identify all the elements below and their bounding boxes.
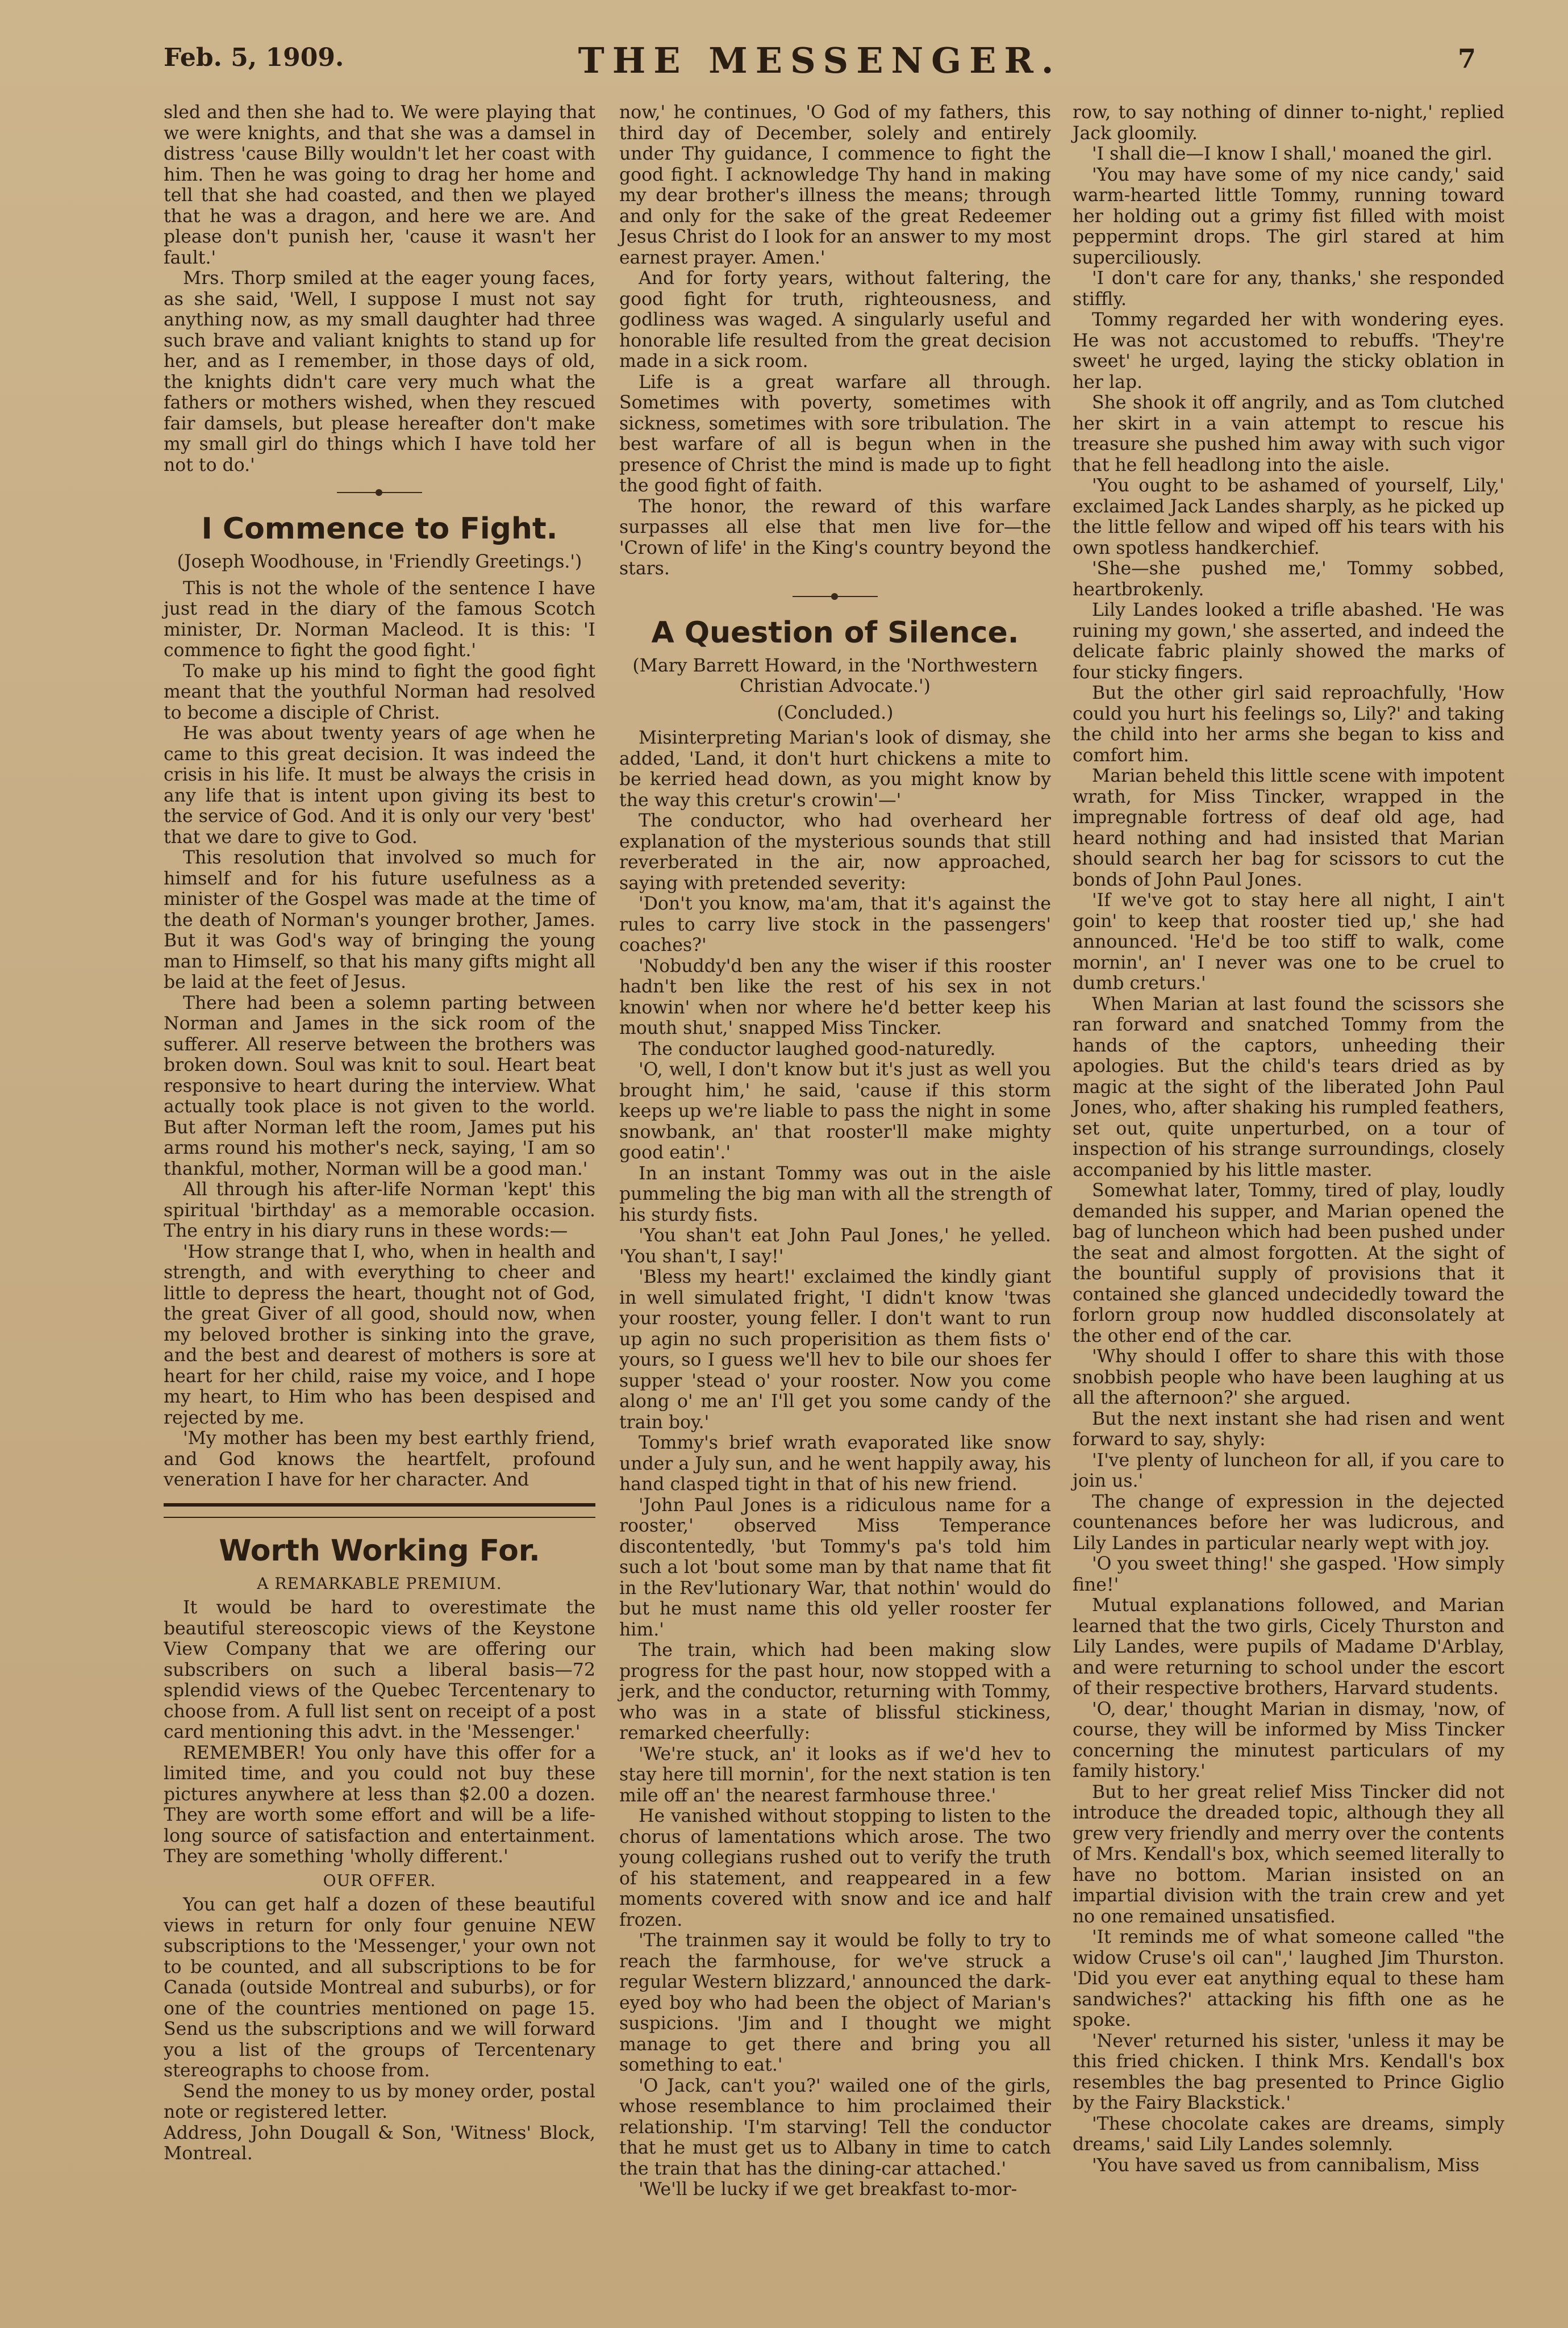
paragraph: It would be hard to overestimate the beautiful stereoscopic views of the Keystone View Company that we are offering our subscribers on such a liberal basis—72 splendid views of the Quebec Tercentenary to choose from. A full list sent on receipt of a post card mentioning this advt. in the 'Messenger.' — [164, 1597, 595, 1742]
paragraph: 'John Paul Jones is a ridiculous name for a rooster,' observed Miss Temperance discontentedly, 'but Tommy's pa's told him such a lot 'bout some man by that name that fit in the Rev'lutionary War, that nothin' would do but he must name this old yeller rooster fer him.' — [619, 1495, 1051, 1640]
paragraph: sled and then she had to. We were playing that we were knights, and that she was a damsel in distress 'cause Billy wouldn't let her coast with him. Then he was going to drag her home and tell that she had coasted, and then we played that he was a dragon, and here we are. And please don't punish her, 'cause it wasn't her fault.' — [164, 102, 595, 268]
paragraph: now,' he continues, 'O God of my fathers, this third day of December, solely and entirely under Thy guidance, I commence to fight the good fight. I acknowledge Thy hand in making my dear brother's illness the means; through and only for the sake of the great Redeemer Jesus Christ do I look for an answer to my most earnest prayer. Amen.' — [619, 102, 1051, 268]
section-divider — [164, 1503, 595, 1518]
paragraph: 'She—she pushed me,' Tommy sobbed, heartbrokenly. — [1073, 558, 1504, 600]
paragraph: This is not the whole of the sentence I have just read in the diary of the famous Scotch minister, Dr. Norman Macleod. It is this: 'I commence to fight the good fight.' — [164, 578, 595, 661]
paragraph: She shook it off angrily, and as Tom clutched her skirt in a vain attempt to rescue his treasure she pushed him away with such vigor that he fell headlong into the aisle. — [1073, 393, 1504, 475]
paragraph: 'Don't you know, ma'am, that it's against the rules to carry live stock in the passengers' coaches?' — [619, 894, 1051, 956]
paragraph: He was about twenty years of age when he came to this great decision. It was indeed the crisis in his life. It must be always the crisis in any life that is intent upon giving its best to the service of God. And it is only our very 'best' that we dare to give to God. — [164, 723, 595, 848]
paragraph: But to her great relief Miss Tincker did not introduce the dreaded topic, although they all grew very friendly and merry over the contents of Mrs. Kendall's box, which seemed literally to have no bottom. Marian insisted on an impartial division with the train crew and yet no one remained unsatisfied. — [1073, 1782, 1504, 1927]
address: Address, John Dougall & Son, 'Witness' Block, Montreal. — [164, 2122, 595, 2164]
paragraph: Misinterpreting Marian's look of dismay, she added, 'Land, it don't hurt chickens a mite to be kerried head down, as you might know by the way this cretur's crowin'—' — [619, 728, 1051, 811]
paragraph: This resolution that involved so much for himself and for his future usefulness as a minister of the Gospel was made at the time of the death of Norman's younger brother, James. But it was God's way of bringing the young man to Himself, so that his many gifts might all be laid at the feet of Jesus. — [164, 848, 595, 992]
paragraph: But the other girl said reproachfully, 'How could you hurt his feelings so, Lily?' and taking the child into her arms she began to kiss and comfort him. — [1073, 683, 1504, 766]
article-title-commence: I Commence to Fight. — [201, 512, 558, 546]
paragraph: The change of expression in the dejected countenances before her was ludicrous, and Lily Landes in particular nearly wept with joy. — [1073, 1491, 1504, 1554]
paragraph: 'O, dear,' thought Marian in dismay, 'now, of course, they will be informed by Miss Tincker concerning the minutest particulars of my family history.' — [1073, 1699, 1504, 1782]
masthead — [164, 40, 1476, 97]
paragraph: There had been a solemn parting between Norman and James in the sick room of the sufferer. All reserve between the brothers was broken down. Soul was knit to soul. Heart beat responsive to heart during the interview. What actually took place is not given to the world. But after Norman left the room, James put his arms round his mother's neck, saying, 'I am so thankful, mother, Norman will be a good man.' — [164, 992, 595, 1179]
paragraph: 'I've plenty of luncheon for all, if you care to join us.' — [1073, 1450, 1504, 1491]
paragraph: 'Why should I offer to share this with those snobbish people who have been laughing at us all the afternoon?' she argued. — [1073, 1346, 1504, 1408]
concluded-note: (Concluded.) — [777, 702, 894, 723]
paragraph: Mutual explanations followed, and Marian learned that the two girls, Cicely Thurston and Lily Landes, were pupils of Madame D'Arblay, and were returning to school under the escort of their respective brothers, Harvard students. — [1073, 1595, 1504, 1699]
paragraph: You can get half a dozen of these beautiful views in return for only four genuine NEW subscriptions to the 'Messenger,' your own not to be counted, and all subscriptions to be for Canada (outside Montreal and suburbs), or for one of the countries mentioned on page 15. Send us the subscriptions and we will forward you a list of the groups of Tercentenary stereographs to choose from. — [164, 1895, 595, 2081]
paragraph: When Marian at last found the scissors she ran forward and snatched Tommy from the hands of the captors, unheeding their apologies. But the child's tears dried as by magic at the sight of the liberated John Paul Jones, who, after shaking his rumpled feathers, set out, quite unperturbed, on a tour of inspection of his strange surroundings, closely accompanied by his little master. — [1073, 994, 1504, 1180]
paragraph: 'You ought to be ashamed of yourself, Lily,' exclaimed Jack Landes sharply, as he picked up the little fellow and wiped off his tears with his own spotless handkerchief. — [1073, 475, 1504, 558]
paragraph: 'I don't care for any, thanks,' she responded stiffly. — [1073, 268, 1504, 310]
column-1 — [164, 102, 595, 2164]
paragraph: 'Never' returned his sister, 'unless it may be this fried chicken. I think Mrs. Kendall's box resembles the bag presented to Prince Giglio by the Fairy Blackstick.' — [1073, 2030, 1504, 2113]
paragraph: Mrs. Thorp smiled at the eager young faces, as she said, 'Well, I suppose I must not say anything now, as my small daughter had three such brave and valiant knights to stand up for her, and as I remember, in those days of old, the knights didn't care very much what the fathers or mothers wished, when they rescued fair damsels, but please hereafter don't make my small girl do things which I have told her not to do.' — [164, 268, 595, 475]
column-3 — [1073, 102, 1504, 2176]
paragraph: Tommy's brief wrath evaporated like snow under a July sun, and he went happily away, his hand clasped tight in that of his new friend. — [619, 1433, 1051, 1495]
section-divider — [164, 481, 595, 504]
paragraph: 'O, well, I don't know but it's just as well you brought him,' he said, 'cause if this storm keeps up we're liable to pass the night in some snowbank, an' that rooster'll make mighty good eatin'.' — [619, 1059, 1051, 1163]
article-title-worth: Worth Working For. — [219, 1533, 540, 1568]
paragraph: 'You shan't eat John Paul Jones,' he yelled. 'You shan't, I say!' — [619, 1225, 1051, 1267]
paragraph: Somewhat later, Tommy, tired of play, loudly demanded his supper, and Marian opened the bag of luncheon which had been pushed under the seat and almost forgotten. At the sight of the bountiful supply of provisions that it contained she glanced undecidedly toward the forlorn group now huddled disconsolately at the other end of the car. — [1073, 1180, 1504, 1346]
paragraph: The conductor, who had overheard her explanation of the mysterious sounds that still reverberated in the air, now approached, saying with pretended severity: — [619, 811, 1051, 894]
offer-heading: OUR OFFER. — [323, 1871, 436, 1890]
paragraph: All through his after-life Norman 'kept' this spiritual 'birthday' as a memorable occasion. The entry in his diary runs in these words:— — [164, 1179, 595, 1241]
paragraph: The conductor laughed good-naturedly. — [639, 1038, 996, 1059]
paragraph: 'I shall die—I know I shall,' moaned the girl. — [1092, 144, 1492, 164]
article-credit: (Joseph Woodhouse, in 'Friendly Greetings.') — [177, 552, 582, 572]
section-divider — [619, 585, 1051, 608]
article-subtitle: A REMARKABLE PREMIUM. — [257, 1574, 502, 1593]
paragraph: He vanished without stopping to listen to the chorus of lamentations which arose. The two young collegians rushed out to verify the truth of his statement, and reappeared in a few moments covered with snow and ice and half frozen. — [619, 1806, 1051, 1930]
paragraph: Tommy regarded her with wondering eyes. He was not accustomed to rebuffs. 'They're sweet' he urged, laying the sticky oblation in her lap. — [1073, 310, 1504, 393]
page-number: 7 — [1457, 43, 1476, 74]
paragraph: 'We're stuck, an' it looks as if we'd hev to stay here till mornin', for the next station is ten mile off an' the nearest farmhouse three.' — [619, 1743, 1051, 1806]
paragraph: row, to say nothing of dinner to-night,' replied Jack gloomily. — [1073, 102, 1504, 144]
paragraph: 'If we've got to stay here all night, I ain't goin' to keep that rooster tied up,' she had announced. 'He'd be too stiff to walk, come mornin', an' I never was one to be cruel to dumb creturs.' — [1073, 890, 1504, 994]
paragraph: 'Bless my heart!' exclaimed the kindly giant in well simulated fright, 'I didn't know 'twas your rooster, young feller. I don't want to run up agin no such properisition as them fists o' yours, so I guess we'll hev to bile our shoes fer supper 'stead o' your rooster. Now you come along o' me an' I'll get you some candy of the train boy.' — [619, 1267, 1051, 1433]
paragraph: To make up his mind to fight the good fight meant that the youthful Norman had resolved to become a disciple of Christ. — [164, 661, 595, 723]
paragraph: But the next instant she had risen and went forward to say, shyly: — [1073, 1408, 1504, 1450]
paragraph: The train, which had been making slow progress for the past hour, now stopped with a jerk, and the conductor, returning with Tommy, who was in a state of blissful stickiness, remarked cheerfully: — [619, 1640, 1051, 1743]
issue-date: Feb. 5, 1909. — [164, 43, 344, 72]
paragraph: Send the money to us by money order, postal note or registered letter. — [164, 2081, 595, 2122]
article-credit: (Mary Barrett Howard, in the 'Northwestern Christian Advocate.') — [632, 655, 1038, 696]
paragraph: 'We'll be lucky if we get breakfast to-mor- — [639, 2179, 1017, 2200]
paragraph: The honor, the reward of this warfare surpasses all else that men live for—the 'Crown of life' in the King's country beyond the stars. — [619, 496, 1051, 579]
paragraph: 'My mother has been my best earthly friend, and God knows the heartfelt, profound veneration I have for her character. And — [164, 1428, 595, 1490]
paragraph: 'Nobuddy'd ben any the wiser if this rooster hadn't ben like the rest of his sex in not knowin' when nor where he'd better keep his mouth shut,' snapped Miss Tincker. — [619, 956, 1051, 1038]
paragraph: 'It reminds me of what someone called "the widow Cruse's oil can",' laughed Jim Thurston. 'Did you ever eat anything equal to these ham sandwiches?' attacking his fifth one as he spoke. — [1073, 1927, 1504, 2030]
paragraph: In an instant Tommy was out in the aisle pummeling the big man with all the strength of his sturdy fists. — [619, 1163, 1051, 1225]
paragraph: Marian beheld this little scene with impotent wrath, for Miss Tincker, wrapped in the impregnable fortress of deaf old age, had heard nothing and had insisted that Marian should search her bag for scissors to cut the bonds of John Paul Jones. — [1073, 766, 1504, 890]
paragraph: 'O you sweet thing!' she gasped. 'How simply fine!' — [1073, 1554, 1504, 1595]
paragraph: Lily Landes looked a trifle abashed. 'He was ruining my gown,' she asserted, and indeed the delicate fabric plainly showed the marks of four sticky fingers. — [1073, 600, 1504, 683]
publication-title: THE MESSENGER. — [578, 40, 1062, 81]
paragraph: REMEMBER! You only have this offer for a limited time, and you could not buy these pictures anywhere at less than $2.00 a dozen. They are worth some effort and will be a life-long source of satisfaction and entertainment. They are something 'wholly different.' — [164, 1742, 595, 1867]
paragraph: 'These chocolate cakes are dreams, simply dreams,' said Lily Landes solemnly. — [1073, 2113, 1504, 2155]
paragraph: And for forty years, without faltering, the good fight for truth, righteousness, and godliness was waged. A singularly useful and honorable life resulted from the great decision made in a sick room. — [619, 268, 1051, 372]
column-2 — [619, 102, 1051, 2200]
article-title-silence: A Question of Silence. — [651, 615, 1019, 650]
paragraph: 'O Jack, can't you?' wailed one of the girls, whose resemblance to him proclaimed their relationship. 'I'm starving! Tell the conductor that he must get us to Albany in time to catch the train that has the dining-car attached.' — [619, 2075, 1051, 2179]
paragraph: 'You may have some of my nice candy,' said warm-hearted little Tommy, running toward her holding out a grimy fist filled with moist peppermint drops. The girl stared at him superciliously. — [1073, 164, 1504, 268]
paragraph: Life is a great warfare all through. Sometimes with poverty, sometimes with sickness, sometimes with sore tribulation. The best warfare of all is begun when in the presence of Christ the mind is made up to fight the good fight of faith. — [619, 372, 1051, 496]
paragraph: 'How strange that I, who, when in health and strength, and with everything to cheer and little to depress the heart, thought not of God, the great Giver of all good, should now, when my beloved brother is sinking into the grave, and the best and dearest of mothers is sore at heart for her child, raise my voice, and I hope my heart, to Him who has been despised and rejected by me. — [164, 1241, 595, 1428]
paragraph: 'The trainmen say it would be folly to try to reach the farmhouse, for we've struck a regular Western blizzard,' announced the dark-eyed boy who had been the object of Marian's suspicions. 'Jim and I thought we might manage to get there and bring you all something to eat.' — [619, 1930, 1051, 2075]
paragraph: 'You have saved us from cannibalism, Miss — [1092, 2155, 1479, 2176]
